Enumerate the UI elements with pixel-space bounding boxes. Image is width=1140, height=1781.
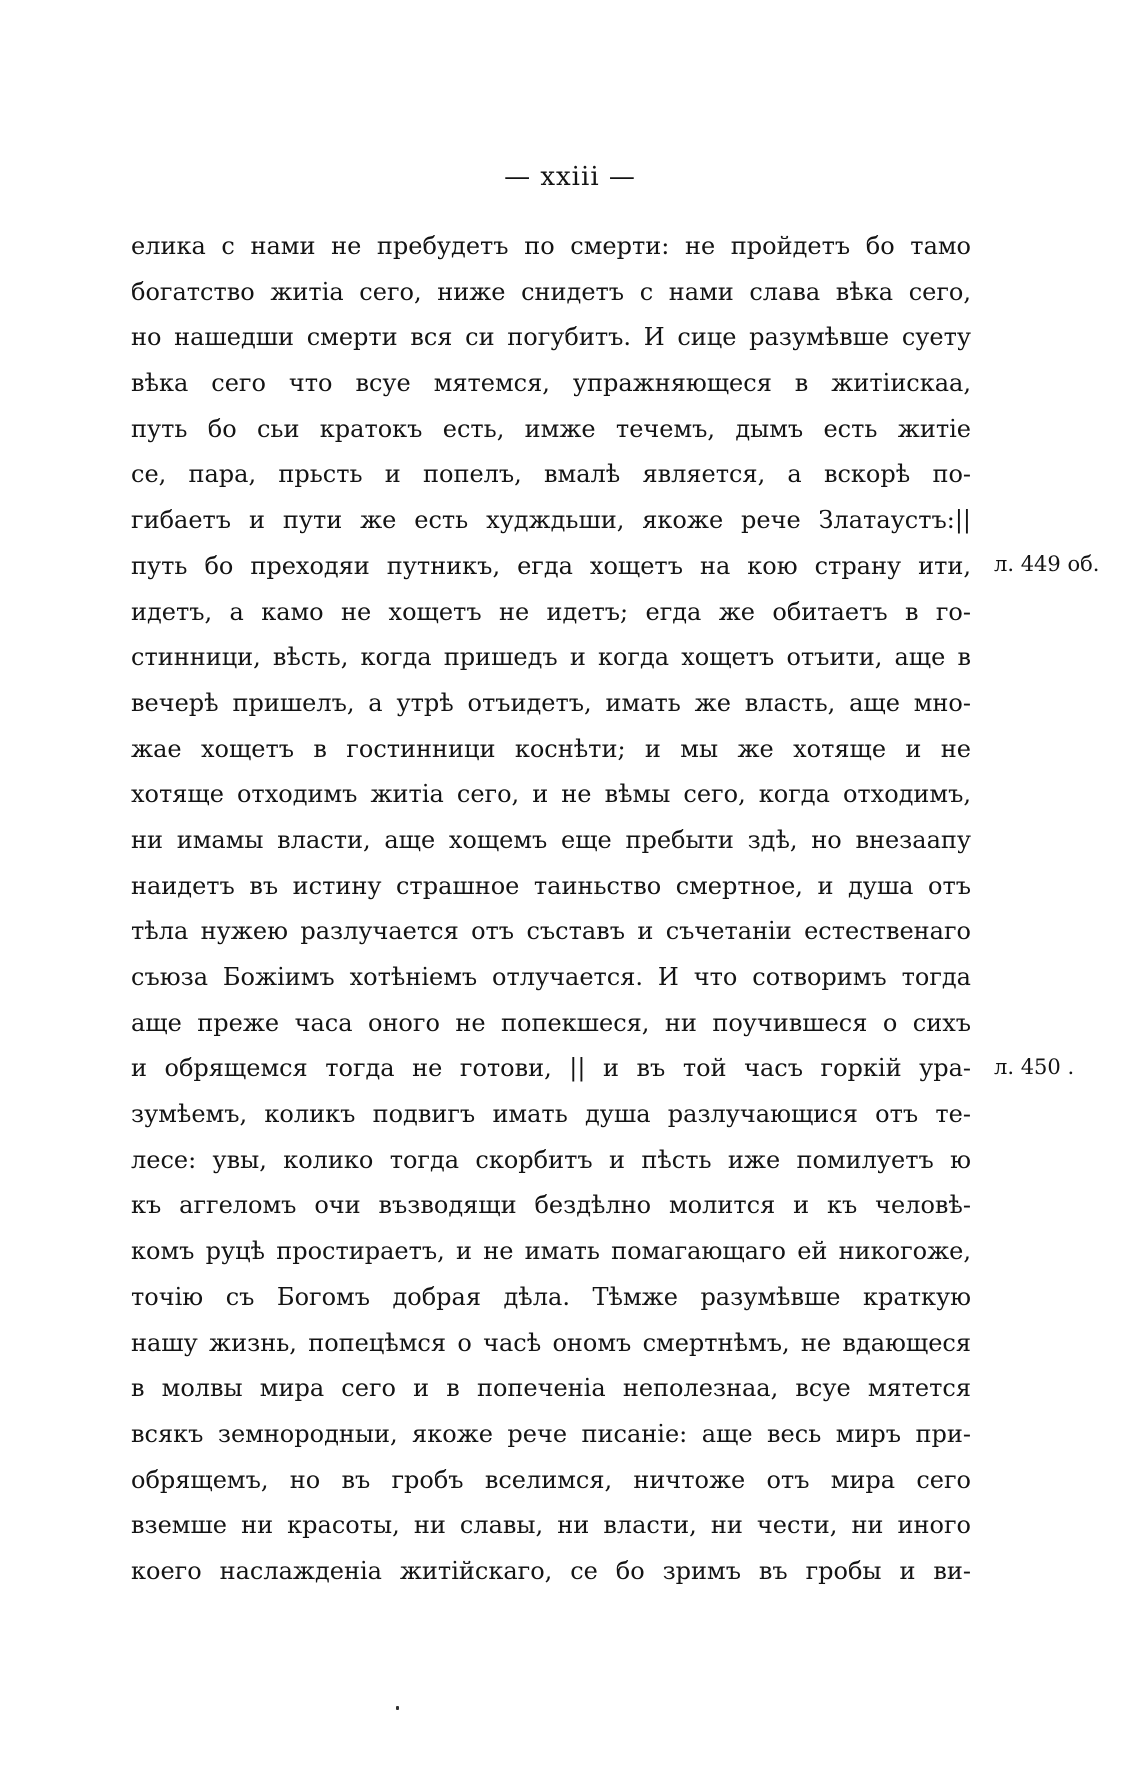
text-line: но нашедши смерти вся си погубитъ. И сице разумѣвше суету bbox=[131, 323, 971, 352]
text-line: съюза Божiимъ хотѣнiемъ отлучается. И что сотворимъ тогда bbox=[131, 963, 971, 991]
text-line: и обрящемся тогда не готови, || и въ той часъ горкiй ура- bbox=[131, 1054, 971, 1083]
text-line: лесе: увы, колико тогда скорбитъ и пѣсть иже помилуетъ ю bbox=[131, 1145, 971, 1174]
text-line: обрящемъ, но въ гробъ вселимся, ничтоже отъ мира сего bbox=[131, 1465, 971, 1494]
text-line: аще преже часа оного не попекшеся, ни поучившеся о сихъ bbox=[131, 1008, 971, 1037]
text-line: коего наслажденiа житiйскаго, се бо зримъ въ гробы и ви- bbox=[131, 1556, 971, 1585]
text-line: идетъ, а камо не хощетъ не идетъ; егда же обитаетъ в го- bbox=[131, 597, 971, 626]
text-line: зумѣемъ, коликъ подвигъ имать душа разлучающися отъ те- bbox=[131, 1100, 971, 1129]
text-line: путь бо сьи кратокъ есть, имже течемъ, дымъ есть житiе bbox=[131, 414, 971, 443]
text-line: нашу жизнь, попецѣмся о часѣ ономъ смертнѣмъ, не вдающеся bbox=[131, 1328, 971, 1357]
text-line: хотяще отходимъ житiа сего, и не вѣмы сего, когда отходимъ, bbox=[131, 780, 971, 809]
text-line: вечерѣ пришелъ, а утрѣ отъидетъ, имать же власть, аще мно- bbox=[131, 688, 971, 717]
text-line: къ аггеломъ очи възводящи бездѣлно молится и къ человѣ- bbox=[131, 1191, 971, 1220]
text-line: стинници, вѣсть, когда пришедъ и когда хощетъ отъити, аще в bbox=[131, 643, 971, 672]
text-line: путь бо преходяи путникъ, егда хощетъ на кою страну ити, bbox=[131, 551, 971, 580]
page-number: — xxiii — bbox=[504, 162, 636, 192]
text-line: богатство житiа сего, ниже снидетъ с нами слава вѣка сего, bbox=[131, 277, 971, 306]
margin-note-folio-449v: л. 449 об. bbox=[994, 552, 1100, 576]
text-line: вѣка сего что всуе мятемся, упражняющеся в житiискаа, bbox=[131, 369, 971, 398]
text-line: комъ руцѣ простираетъ, и не имать помагающаго ей никогоже, bbox=[131, 1237, 971, 1266]
text-line: жае хощетъ в гостинници коснѣти; и мы же хотяще и не bbox=[131, 734, 971, 763]
text-line: елика с нами не пребудетъ по смерти: не пройдетъ бо тамо bbox=[131, 232, 971, 260]
text-line: точiю съ Богомъ добрая дѣла. Тѣмже разумѣвше краткую bbox=[131, 1282, 971, 1311]
text-line: ни имамы власти, аще хощемъ еще пребыти здѣ, но внезаапу bbox=[131, 825, 971, 854]
margin-note-folio-450: л. 450 . bbox=[994, 1055, 1075, 1079]
text-line: вземше ни красоты, ни славы, ни власти, ни чести, ни иного bbox=[131, 1511, 971, 1540]
text-line: всякъ земнородныи, якоже рече писанiе: аще весь миръ при- bbox=[131, 1419, 971, 1448]
print-speck bbox=[396, 1706, 399, 1710]
text-line: гибаетъ и пути же есть худждьши, якоже рече Златаустъ:|| bbox=[131, 506, 971, 535]
text-line: се, пара, прьсть и попелъ, вмалѣ является, а вскорѣ по- bbox=[131, 460, 971, 489]
body-text bbox=[131, 224, 971, 1595]
text-line: тѣла нужею разлучается отъ съставъ и съчетанiи естественаго bbox=[131, 917, 971, 946]
text-line: в молвы мира сего и в попеченiа неполезнаа, всуе мятется bbox=[131, 1374, 971, 1403]
text-line: наидетъ въ истину страшное таиньство смертное, и душа отъ bbox=[131, 871, 971, 900]
